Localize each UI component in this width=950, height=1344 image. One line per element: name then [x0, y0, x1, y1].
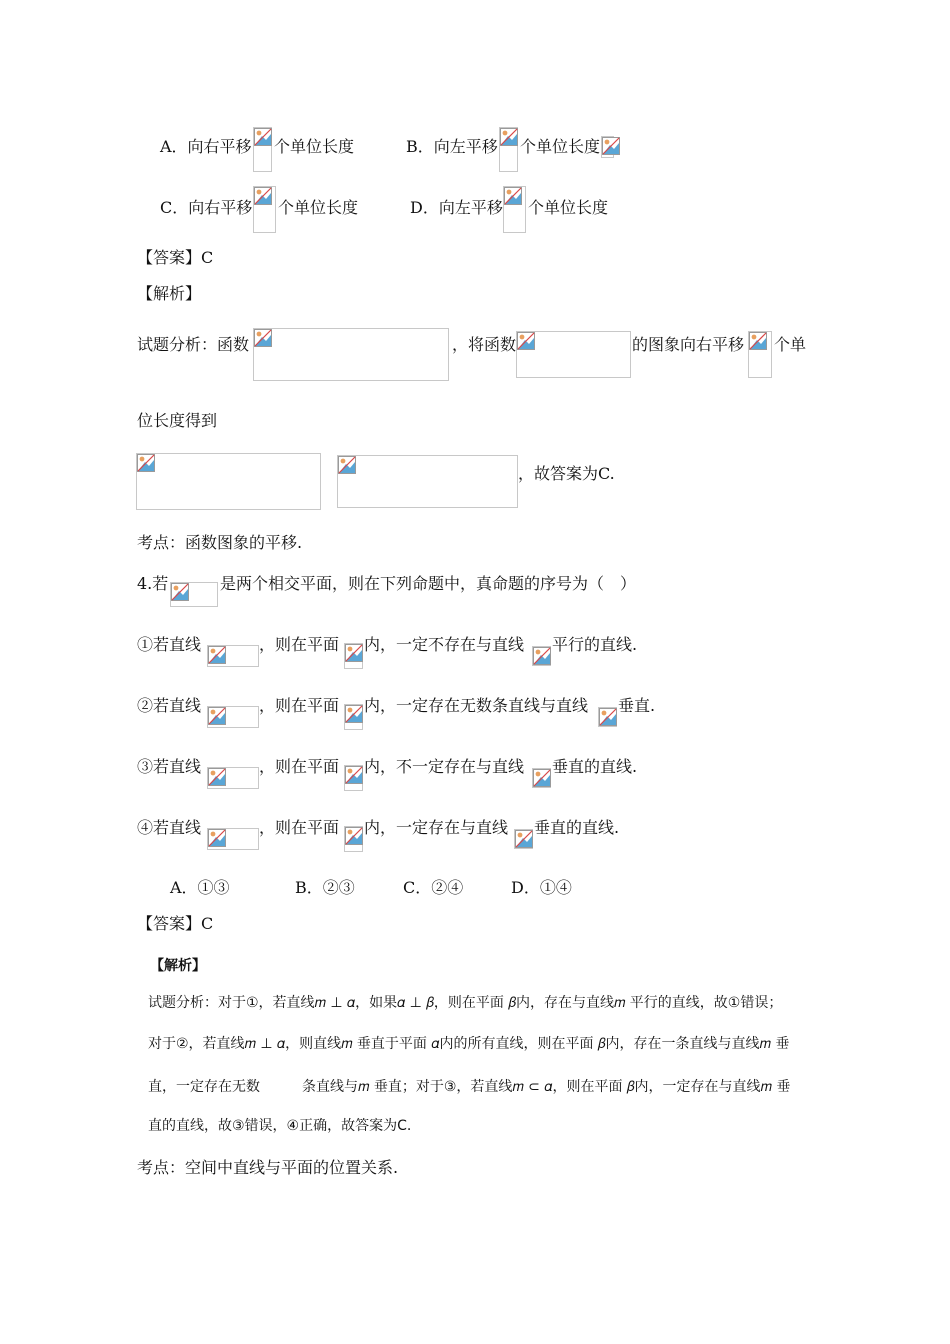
proposition-item: 内，一定不存在与直线 [364, 635, 525, 654]
broken-image-icon [254, 329, 272, 347]
broken-image-icon [345, 827, 363, 845]
formula-image-placeholder [207, 828, 259, 850]
question-stem: 4.若 [137, 574, 169, 593]
proposition-item: 垂直的直线. [552, 757, 638, 776]
formula-image-placeholder [170, 582, 218, 607]
broken-image-icon [338, 456, 356, 474]
analysis-heading: 【解析】 [137, 284, 202, 303]
proposition-item: ②若直线 [137, 696, 202, 715]
option-b-suffix: 个单位长度 [520, 137, 601, 156]
proposition-item: ④若直线 [137, 818, 202, 837]
proposition-item: 垂直. [618, 696, 656, 715]
formula-image-placeholder [499, 127, 518, 172]
answer-label: 【答案】C [137, 248, 214, 267]
proposition-item: 内，不一定存在与直线 [364, 757, 525, 776]
proposition-item: ①若直线 [137, 635, 202, 654]
broken-image-icon [517, 332, 535, 350]
broken-image-icon [345, 644, 363, 662]
analysis-text: 个单 [774, 335, 807, 354]
choice-c: C．②④ [403, 878, 464, 897]
proposition-item: 内，一定存在无数条直线与直线 [364, 696, 589, 715]
formula-image-placeholder [207, 706, 259, 728]
broken-image-icon [137, 454, 155, 472]
choice-d: D．①④ [511, 878, 572, 897]
option-a-prefix: A．向右平移 [160, 137, 252, 156]
formula-image-placeholder [344, 704, 363, 730]
broken-image-icon [171, 583, 189, 601]
formula-image-placeholder [516, 331, 631, 378]
broken-image-icon [208, 768, 226, 786]
proposition-item: 平行的直线. [552, 635, 638, 654]
kaodian-label: 考点：空间中直线与平面的位置关系. [137, 1158, 399, 1177]
formula-image-placeholder [253, 127, 272, 172]
analysis-text: 的图象向右平移 [632, 335, 745, 354]
analysis-text: 试题分析：函数 [137, 335, 250, 354]
broken-image-icon [208, 707, 226, 725]
broken-image-icon [749, 332, 767, 350]
broken-image-icon [254, 128, 272, 146]
analysis-line: 直的直线，故③错误，④正确，故答案为C. [148, 1118, 412, 1134]
formula-image-placeholder [253, 186, 276, 233]
broken-image-icon [254, 187, 272, 205]
broken-image-icon [500, 128, 518, 146]
analysis-line: 试题分析：对于①，若直线𝑚 ⊥ 𝛼，如果𝛼 ⊥ 𝛽，则在平面 𝛽内，存在与直线𝑚 平行的直线，故①错误； [148, 995, 783, 1011]
analysis-text: ，故答案为C. [518, 464, 615, 483]
proposition-item: ，则在平面 [259, 757, 340, 776]
formula-image-placeholder [136, 453, 321, 510]
proposition-item: 内，一定存在与直线 [364, 818, 509, 837]
proposition-item: ，则在平面 [259, 635, 340, 654]
broken-image-icon [345, 766, 363, 784]
kaodian-label: 考点：函数图象的平移. [137, 533, 303, 552]
option-b-prefix: B．向左平移 [406, 137, 498, 156]
choice-b: B．②③ [295, 878, 355, 897]
analysis-text: ，将函数 [452, 335, 517, 354]
option-a-suffix: 个单位长度 [274, 137, 355, 156]
choice-a: A．①③ [170, 878, 230, 897]
formula-image-placeholder [253, 328, 449, 381]
analysis-line: 直，一定存在无数 条直线与𝑚 垂直；对于③，若直线𝑚 ⊂ 𝛼，则在平面 𝛽内，一定存在与直线𝑚 垂 [148, 1079, 791, 1095]
analysis-heading: 【解析】 [150, 958, 206, 974]
formula-image-placeholder [601, 136, 614, 158]
option-c-suffix: 个单位长度 [278, 198, 359, 217]
formula-image-placeholder [344, 765, 363, 791]
formula-image-placeholder [532, 768, 551, 788]
formula-image-placeholder [207, 767, 259, 789]
formula-image-placeholder [598, 707, 617, 727]
broken-image-icon [515, 830, 533, 848]
broken-image-icon [602, 137, 620, 155]
broken-image-icon [345, 705, 363, 723]
formula-image-placeholder [532, 646, 551, 666]
broken-image-icon [504, 187, 522, 205]
formula-image-placeholder [748, 331, 772, 378]
proposition-item: ，则在平面 [259, 818, 340, 837]
formula-image-placeholder [344, 826, 363, 852]
broken-image-icon [599, 708, 617, 726]
formula-image-placeholder [337, 455, 518, 508]
broken-image-icon [533, 769, 551, 787]
proposition-item: ，则在平面 [259, 696, 340, 715]
formula-image-placeholder [503, 186, 526, 233]
broken-image-icon [208, 646, 226, 664]
question-stem: 是两个相交平面，则在下列命题中，真命题的序号为（ ） [220, 574, 637, 593]
proposition-item: 垂直的直线. [534, 818, 620, 837]
option-c-prefix: C．向右平移 [160, 198, 253, 217]
formula-image-placeholder [514, 829, 533, 849]
formula-image-placeholder [207, 645, 259, 667]
answer-label: 【答案】C [137, 914, 214, 933]
formula-image-placeholder [344, 643, 363, 669]
broken-image-icon [208, 829, 226, 847]
option-d-suffix: 个单位长度 [528, 198, 609, 217]
analysis-line: 对于②，若直线𝑚 ⊥ 𝛼，则直线𝑚 垂直于平面 𝛼内的所有直线，则在平面 𝛽内，存在一条直线与直线𝑚 垂 [148, 1036, 790, 1052]
analysis-text: 位长度得到 [137, 411, 218, 430]
broken-image-icon [533, 647, 551, 665]
proposition-item: ③若直线 [137, 757, 202, 776]
option-d-prefix: D．向左平移 [410, 198, 503, 217]
